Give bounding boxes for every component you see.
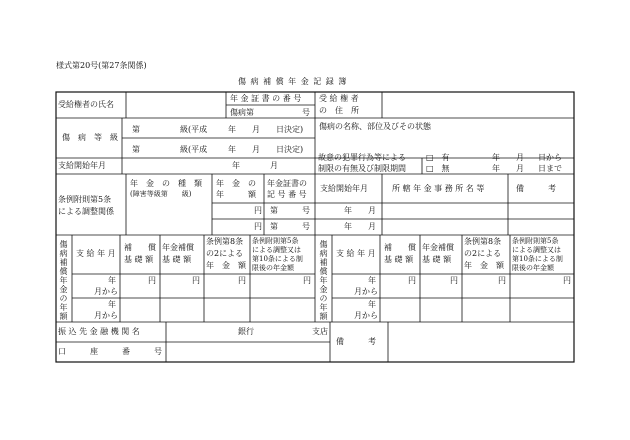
yen-label: 円: [254, 206, 262, 215]
dai-label: 第: [270, 222, 278, 231]
grade-tsuki: 月: [252, 125, 260, 134]
grade-nen: 年: [228, 145, 236, 154]
base-amount-label-2: 基 礎 額: [124, 255, 154, 264]
adj-label-4: 限後の年金額: [512, 264, 554, 272]
dai-label: 第: [270, 206, 278, 215]
injury-no-suffix: 号: [302, 108, 310, 117]
month-label: 月: [368, 206, 376, 215]
branch-suffix: 支店: [312, 327, 328, 336]
year-label: 年: [232, 161, 240, 170]
yen-label: 円: [303, 276, 311, 285]
year-label: 年: [344, 206, 352, 215]
year-label: 年: [368, 276, 376, 285]
pension-base-label-2: 基 礎 額: [422, 255, 452, 264]
pay-start-label: 支給開始年月: [58, 161, 106, 170]
yen-label: 円: [148, 276, 156, 285]
go-label: 号: [302, 222, 310, 231]
pay-ym-label: 支 給 年 月: [76, 249, 116, 258]
pension-amount-label-2: 年 額: [216, 190, 256, 199]
pay-start-label-2: 支給開始年月: [320, 184, 368, 193]
art5-label-2: による調整関係: [58, 207, 114, 216]
month-label: 月: [270, 161, 278, 170]
yen-label: 円: [450, 276, 458, 285]
from-month-label: 月から: [94, 287, 118, 296]
base-amount-label: 補 償: [124, 243, 156, 252]
office-label: 所 轄 年 金 事 務 所 名 等: [392, 184, 485, 193]
grade-tsuki: 月: [252, 145, 260, 154]
pension-base-label: 年金補償: [422, 243, 454, 252]
bank-suffix: 銀行: [238, 327, 254, 336]
pension-type-grade: (障害等級第 級): [130, 190, 192, 198]
grade-dai: 第: [132, 145, 140, 154]
art8-label-3: 年 金 額: [206, 261, 246, 270]
art8-label-2: の2による: [206, 249, 244, 258]
yen-label: 円: [192, 276, 200, 285]
until-label: 日まで: [538, 164, 562, 173]
disease-name-label: 傷病の名称、部位及びその状態: [319, 122, 431, 131]
art5-label-1: 条例附則第5条: [58, 195, 112, 204]
restriction-label-1: 故意の犯罪行為等による: [318, 153, 406, 162]
art8-label-3: 年 金 額: [464, 261, 504, 270]
remarks-label: 備 考: [516, 184, 556, 193]
pension-base-label-2: 基 礎 額: [162, 255, 192, 264]
pension-type-label: 年 金 の 種 類: [130, 179, 202, 188]
page-title: 傷 病 補 償 年 金 記 録 簿: [238, 77, 348, 86]
grade-nen: 年: [228, 125, 236, 134]
base-amount-label-2: 基 礎 額: [384, 255, 414, 264]
base-amount-label: 補 償: [384, 243, 416, 252]
adj-label-3: 第10条による制: [512, 255, 563, 263]
option-yes[interactable]: □ 有: [426, 153, 450, 162]
adj-label-3: 第10条による制: [252, 255, 303, 263]
cert-no-label: 年金証書の: [267, 179, 307, 188]
yen-label: 円: [254, 222, 262, 231]
option-no[interactable]: □ 無: [426, 164, 450, 173]
from-month-label: 月から: [354, 311, 378, 320]
art8-label-2: の2による: [464, 249, 502, 258]
from-label: 日から: [538, 153, 562, 162]
art8-label: 条例第8条: [206, 237, 244, 246]
yen-label: 円: [408, 276, 416, 285]
yearly-amount-vlabel-right: 傷病補償年金の年額: [319, 240, 328, 321]
recipient-name-label: 受給権者の氏名: [58, 100, 114, 109]
restriction-label-2: 制限の有無及び制限期間: [318, 164, 406, 173]
pension-amount-label: 年 金 の: [216, 179, 256, 188]
recipient-address-label-1: 受 給 権 者: [319, 94, 359, 103]
adj-label-4: 限後の年金額: [252, 264, 294, 272]
year-label: 年: [108, 300, 116, 309]
from-month-label: 月から: [354, 287, 378, 296]
year-label: 年: [492, 153, 500, 162]
yen-label: 円: [238, 276, 246, 285]
form-number: 様式第20号(第27条関係): [56, 61, 147, 70]
account-label: 口 座 番 号: [58, 347, 162, 356]
year-label: 年: [492, 164, 500, 173]
grade-kyu: 級(平成: [180, 125, 208, 134]
pay-ym-label: 支 給 年 月: [336, 249, 376, 258]
recipient-address-label-2: の 住 所: [319, 106, 359, 115]
pension-base-label: 年金補償: [162, 243, 194, 252]
yearly-amount-vlabel: 傷病補償年金の年額: [59, 240, 68, 321]
grade-kettei: 日決定): [276, 125, 304, 134]
adj-label-2: による調整又は: [512, 246, 561, 254]
grade-dai: 第: [132, 125, 140, 134]
adj-label: 条例附則第5条: [512, 237, 559, 245]
month-label: 月: [368, 222, 376, 231]
injury-no-prefix: 傷病第: [230, 108, 254, 117]
from-month-label: 月から: [94, 311, 118, 320]
year-label: 年: [108, 276, 116, 285]
adj-label-2: による調整又は: [252, 246, 301, 254]
go-label: 号: [302, 206, 310, 215]
art8-label: 条例第8条: [464, 237, 502, 246]
yen-label: 円: [563, 276, 571, 285]
grade-kettei: 日決定): [276, 145, 304, 154]
year-label: 年: [344, 222, 352, 231]
grade-kyu: 級(平成: [180, 145, 208, 154]
grade-label: 傷 病 等 級: [62, 133, 118, 142]
month-label: 月: [516, 164, 524, 173]
cert-no-label-2: 記 号 番 号: [267, 190, 307, 199]
adj-label: 条例附則第5条: [252, 237, 299, 245]
bank-label: 振 込 先 金 融 機 関 名: [58, 327, 140, 336]
yen-label: 円: [498, 276, 506, 285]
remarks-label-2: 備 考: [336, 337, 376, 346]
month-label: 月: [516, 153, 524, 162]
pension-cert-label: 年 金 証 書 の 番 号: [230, 94, 302, 103]
year-label: 年: [368, 300, 376, 309]
